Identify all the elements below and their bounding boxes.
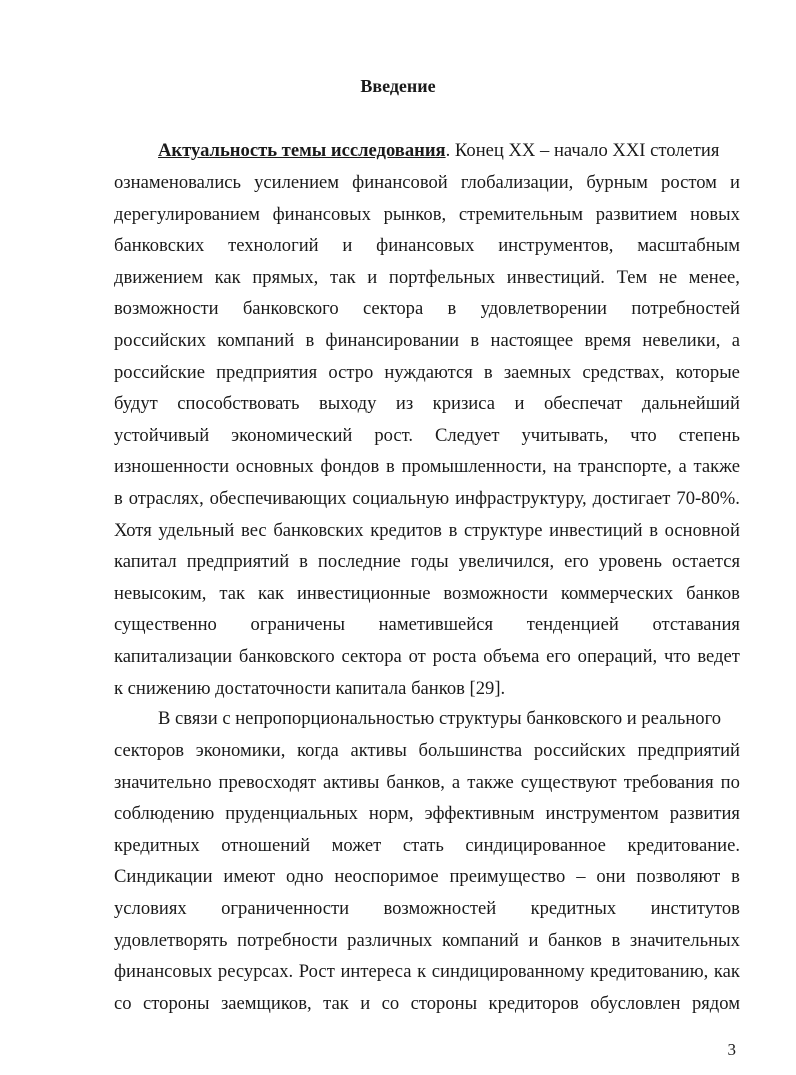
text-line: будут способствовать выходу из кризиса и обеспечат дальнейший <box>114 393 740 415</box>
text-line: удовлетворять потребности различных компаний и банков в значительных <box>114 929 740 951</box>
page-title: Введение <box>360 76 436 96</box>
text-line: устойчивый экономический рост. Следует учитывать, что степень <box>114 424 740 446</box>
text-line: капитализации банковского сектора от роста объема его операций, что ведет <box>114 646 740 667</box>
text-line: российских компаний в финансировании в настоящее время невелики, а <box>114 330 740 351</box>
text-line: дерегулированием финансовых рынков, стремительным развитием новых <box>114 203 740 225</box>
text-line: кредитных отношений может стать синдицированное кредитование. <box>114 834 740 856</box>
text-line: финансовых ресурсах. Рост интереса к синдицированному кредитованию, как <box>114 961 740 983</box>
text-line: возможности банковского сектора в удовлетворении потребностей <box>114 298 740 320</box>
text-line: в отраслях, обеспечивающих социальную инфраструктуру, достигает 70-80%. <box>114 488 740 509</box>
text-line: ознаменовались усилением финансовой глобализации, бурным ростом и <box>114 172 740 193</box>
text-line: условиях ограниченности возможностей кредитных институтов <box>114 898 740 919</box>
text-line: российские предприятия остро нуждаются в заемных средствах, которые <box>114 361 740 383</box>
text-line: Синдикации имеют одно неоспоримое преимущество – они позволяют в <box>114 866 740 888</box>
text-line: изношенности основных фондов в промышленности, на транспорте, а также <box>114 456 740 478</box>
paragraph-1-first-line <box>158 140 740 162</box>
text-line: секторов экономики, когда активы большинства российских предприятий <box>114 740 740 761</box>
text-line: существенно ограничены наметившейся тенденцией отставания <box>114 614 740 636</box>
paragraph-2-first-line: В связи с непропорциональностью структуры банковского и реального <box>158 708 722 729</box>
text-line: соблюдению пруденциальных норм, эффективным инструментом развития <box>114 803 740 825</box>
text-line: банковских технологий и финансовых инструментов, масштабным <box>114 235 740 257</box>
relevance-heading: Актуальность темы исследования <box>158 140 446 161</box>
text-line: капитал предприятий в последние годы увеличился, его уровень остается <box>114 551 740 573</box>
text-line: невысоким, так как инвестиционные возможности коммерческих банков <box>114 582 740 604</box>
paragraph-1-lead-text: . Конец XX – начало XXI столетия <box>445 140 720 161</box>
text-line: значительно превосходят активы банков, а также существуют требования по <box>114 771 740 793</box>
text-line: движением как прямых, так и портфельных инвестиций. Тем не менее, <box>114 266 740 288</box>
page-number: 3 <box>727 1040 736 1059</box>
text-line: Хотя удельный вес банковских кредитов в структуре инвестиций в основной <box>114 519 740 541</box>
text-line: к снижению достаточности капитала банков [29]. <box>114 677 506 699</box>
text-line: со стороны заемщиков, так и со стороны кредиторов обусловлен рядом <box>114 992 740 1014</box>
